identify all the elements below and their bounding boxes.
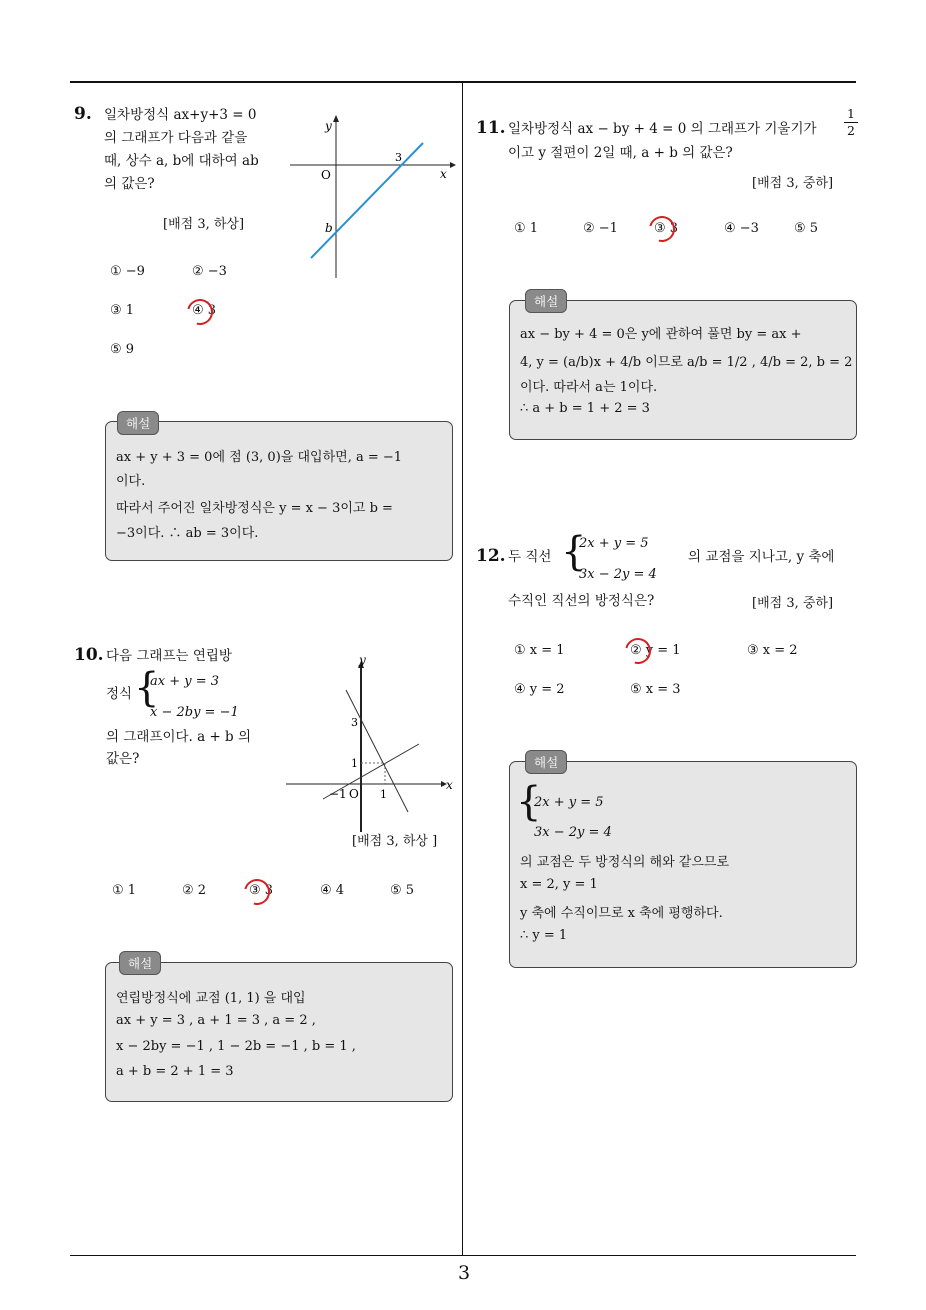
question-number: 11.	[476, 118, 506, 138]
y-intercept-label: b	[325, 221, 333, 235]
choice-2[interactable]: ② −3	[192, 264, 227, 279]
bottom-rule	[70, 1255, 856, 1256]
question-text-line: 의 값은?	[104, 176, 155, 192]
choice-3[interactable]: ③ 1	[110, 303, 135, 318]
solution-line: x − 2by = −1 , 1 − 2b = −1 , b = 1 ,	[116, 1039, 356, 1054]
question-text-line: 두 직선	[508, 549, 552, 565]
solution-line: 연립방정식에 교점 (1, 1) 을 대입	[116, 991, 306, 1006]
question-text-line: 의 그래프가 다음과 같을	[104, 130, 248, 146]
question-text-line: 다음 그래프는 연립방	[106, 648, 232, 664]
question-meta: [배점 3, 중하]	[752, 176, 834, 191]
solution-line: ax + y = 3 , a + 1 = 3 , a = 2 ,	[116, 1013, 316, 1028]
solution-box	[509, 300, 857, 440]
question-text-line: 의 그래프이다. a + b 의	[106, 729, 252, 745]
y-tick-3: 3	[351, 716, 358, 729]
solution-line: 따라서 주어진 일차방정식은 y = x − 3이고 b =	[116, 501, 393, 516]
choice-5[interactable]: ⑤ 5	[390, 883, 415, 898]
y-axis-label: y	[325, 119, 332, 133]
system-brace: {	[561, 529, 587, 575]
solution-line: a + b = 2 + 1 = 3	[116, 1064, 234, 1079]
choice-4[interactable]: ④ y = 2	[514, 682, 565, 697]
slope-fraction	[844, 106, 858, 139]
solution-box	[509, 761, 857, 968]
answer-circle-mark	[620, 633, 656, 669]
question-number: 12.	[476, 546, 506, 566]
choice-3[interactable]: ③ 3	[249, 883, 274, 898]
solution-line: ax + y + 3 = 0에 점 (3, 0)을 대입하면, a = −1	[116, 450, 403, 465]
question-meta: [배점 3, 하상]	[163, 217, 245, 232]
y-axis-label: y	[359, 653, 366, 667]
choice-1[interactable]: ① −9	[110, 264, 145, 279]
question-meta: [배점 3, 하상 ]	[352, 834, 438, 849]
solution-system-equation: 2x + y = 5	[534, 795, 604, 810]
solution-line: ∴ y = 1	[520, 928, 568, 943]
y-tick-1: 1	[351, 757, 358, 770]
fraction-denominator: 2	[844, 122, 858, 139]
x-tick-neg1: −1	[329, 787, 347, 801]
system-brace: {	[516, 779, 542, 825]
question-number: 10.	[74, 645, 104, 665]
question-text-line: 값은?	[106, 751, 140, 767]
system-brace: {	[134, 665, 160, 711]
system-equation: x − 2by = −1	[150, 705, 239, 720]
origin-label: O	[349, 787, 359, 801]
choice-4[interactable]: ④ −3	[724, 221, 759, 236]
solution-line: 이다.	[116, 474, 146, 489]
x-tick-1: 1	[380, 788, 387, 801]
q10-graph	[283, 652, 458, 832]
question-text-line: 이고 y 절편이 2일 때, a + b 의 값은?	[508, 145, 733, 161]
answer-circle-mark	[182, 294, 218, 330]
fraction-numerator: 1	[847, 106, 855, 121]
solution-tab: 해설	[119, 951, 161, 975]
choice-3[interactable]: ③ 3	[654, 221, 679, 236]
solution-system-equation: 3x − 2y = 4	[534, 825, 612, 840]
x-axis-arrow	[450, 162, 456, 168]
solution-tab: 해설	[117, 411, 159, 435]
choice-5[interactable]: ⑤ x = 3	[630, 682, 681, 697]
question-text-line: 일차방정식 ax − by + 4 = 0 의 그래프가 기울기가	[508, 121, 817, 137]
x-axis-label: x	[440, 167, 447, 181]
solution-line: ax − by + 4 = 0은 y에 관하여 풀면 by = ax +	[520, 327, 802, 342]
q9-graph	[285, 110, 460, 282]
y-axis-arrow	[333, 115, 339, 122]
choice-5[interactable]: ⑤ 5	[794, 221, 819, 236]
solution-box	[105, 421, 453, 561]
question-text-line: 일차방정식 ax+y+3 = 0	[104, 107, 257, 123]
system-equation: 3x − 2y = 4	[579, 567, 657, 582]
question-text-line: 의 교점을 지나고, y 축에	[688, 549, 835, 565]
solution-line: ∴ a + b = 1 + 2 = 3	[520, 401, 650, 416]
question-meta: [배점 3, 중하]	[752, 596, 834, 611]
solution-line: 이다. 따라서 a는 1이다.	[520, 380, 658, 395]
solution-line: −3이다. ∴ ab = 3이다.	[116, 526, 259, 541]
choice-2[interactable]: ② 2	[182, 883, 207, 898]
x-axis-label: x	[446, 778, 453, 792]
choice-4[interactable]: ④ 3	[192, 303, 217, 318]
answer-circle-mark	[239, 874, 275, 910]
column-divider	[462, 83, 463, 1255]
choice-1[interactable]: ① 1	[514, 221, 539, 236]
answer-circle-mark	[644, 211, 680, 247]
line-graph	[311, 143, 423, 258]
choice-1[interactable]: ① x = 1	[514, 643, 565, 658]
solution-tab: 해설	[525, 289, 567, 313]
question-text-line: 때, 상수 a, b에 대하여 ab	[104, 153, 259, 169]
solution-line: 의 교점은 두 방정식의 해와 같으므로	[520, 855, 730, 870]
system-equation: 2x + y = 5	[579, 536, 649, 551]
x-intercept-label: 3	[395, 151, 402, 164]
choice-1[interactable]: ① 1	[112, 883, 137, 898]
solution-tab: 해설	[525, 750, 567, 774]
choice-4[interactable]: ④ 4	[320, 883, 345, 898]
question-text-line: 정식	[106, 686, 133, 702]
system-equation: ax + y = 3	[150, 674, 220, 689]
choice-3[interactable]: ③ x = 2	[747, 643, 798, 658]
question-number: 9.	[74, 104, 92, 124]
choice-5[interactable]: ⑤ 9	[110, 342, 135, 357]
solution-line: 4, y = (a/b)x + 4/b 이므로 a/b = 1/2 , 4/b = 2, b = 2	[520, 355, 853, 370]
page-number: 3	[457, 1262, 471, 1284]
origin-label: O	[321, 168, 331, 182]
solution-line: x = 2, y = 1	[520, 877, 598, 892]
choice-2[interactable]: ② −1	[583, 221, 618, 236]
solution-line: y 축에 수직이므로 x 축에 평행하다.	[520, 906, 723, 921]
solution-box	[105, 962, 453, 1102]
choice-2[interactable]: ② y = 1	[630, 643, 681, 658]
top-rule	[70, 81, 856, 83]
question-text-line: 수직인 직선의 방정식은?	[508, 593, 655, 609]
question-text	[104, 104, 284, 196]
